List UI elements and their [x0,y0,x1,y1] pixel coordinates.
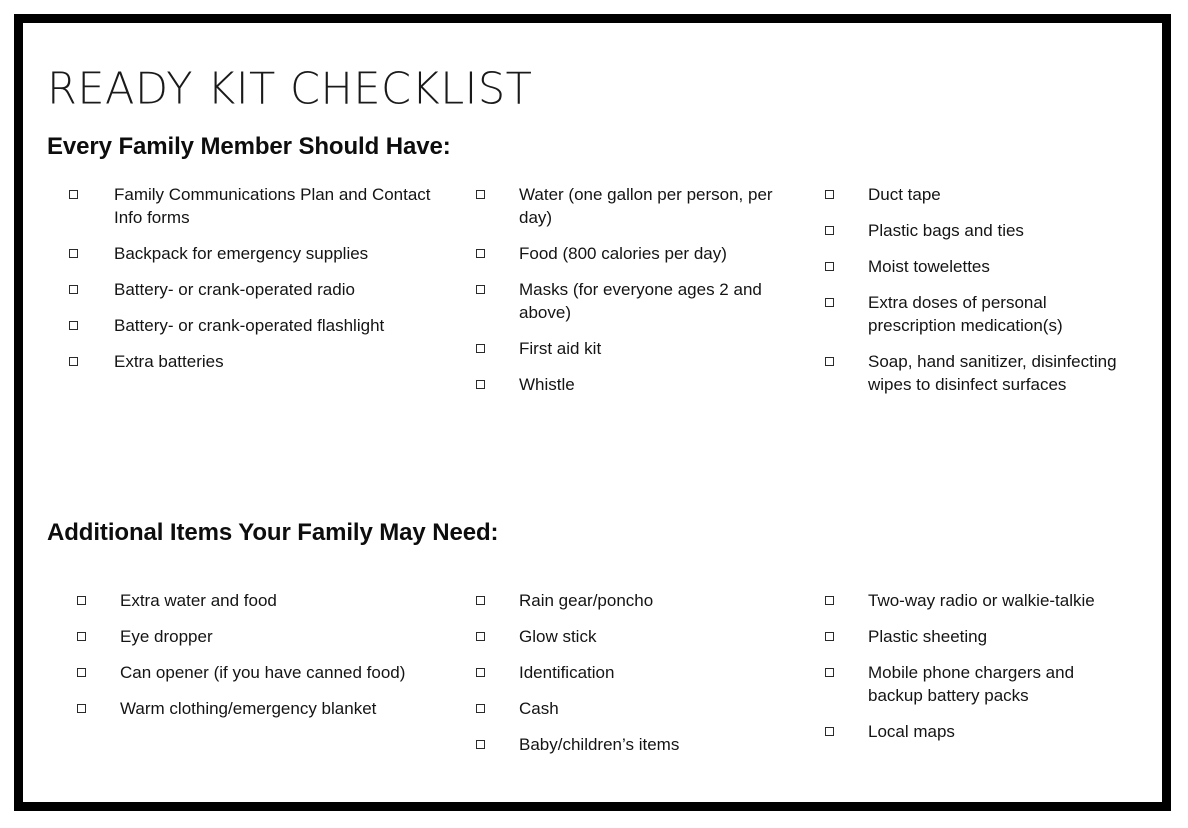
checklist-item[interactable] [69,314,439,337]
checklist-item[interactable] [476,625,776,648]
checklist-item-label: Masks (for everyone ages 2 and above) [519,280,762,322]
checkbox-empty-square-icon[interactable] [69,321,78,330]
checklist-item-label: Family Communications Plan and Contact Info forms [114,185,431,227]
checklist-item-label: Extra doses of personal prescription medication(s) [868,293,1063,335]
checkbox-empty-square-icon[interactable] [476,249,485,258]
checkbox-empty-square-icon[interactable] [77,668,86,677]
checklist-column-2-section-1 [476,183,776,409]
checklist-item-label: Baby/children’s items [519,735,680,754]
checklist-item[interactable] [825,625,1125,648]
checkbox-empty-square-icon[interactable] [825,298,834,307]
checklist-item[interactable] [69,183,439,229]
checklist-item[interactable] [476,697,776,720]
checkbox-empty-square-icon[interactable] [825,668,834,677]
checklist-column-1-section-2 [77,589,457,733]
checkbox-empty-square-icon[interactable] [825,727,834,736]
checklist-item-label: Battery- or crank-operated flashlight [114,316,385,335]
checklist-item-label: Extra water and food [120,591,277,610]
checklist-item[interactable] [476,242,776,265]
checklist-item-label: Soap, hand sanitizer, disinfecting wipes to disinfect surfaces [868,352,1117,394]
checklist-item[interactable] [825,183,1125,206]
checklist-column-1-section-1 [69,183,439,386]
checklist-column-3-section-2 [825,589,1125,756]
checklist-item[interactable] [476,373,776,396]
checkbox-empty-square-icon[interactable] [825,632,834,641]
checklist-item-label: Whistle [519,375,575,394]
checklist-item-label: Plastic sheeting [868,627,988,646]
checkbox-empty-square-icon[interactable] [476,704,485,713]
checkbox-empty-square-icon[interactable] [825,226,834,235]
checklist-item-label: Can opener (if you have canned food) [120,663,406,682]
checklist-item-label: First aid kit [519,339,602,358]
checklist-item-label: Battery- or crank-operated radio [114,280,355,299]
checkbox-empty-square-icon[interactable] [476,285,485,294]
checkbox-empty-square-icon[interactable] [476,596,485,605]
checklist-item-label: Two-way radio or walkie-talkie [868,591,1095,610]
checklist-item-label: Moist towelettes [868,257,990,276]
checklist-item[interactable] [77,697,457,720]
checklist-item[interactable] [825,350,1125,396]
checkbox-empty-square-icon[interactable] [476,632,485,641]
checkbox-empty-square-icon[interactable] [77,704,86,713]
page-border-frame [14,14,1171,811]
checklist-item[interactable] [825,720,1125,743]
page-title: READY KIT CHECKLIST [47,63,533,115]
checklist-column-3-section-1 [825,183,1125,409]
checkbox-empty-square-icon[interactable] [825,262,834,271]
checklist-item[interactable] [77,625,457,648]
checklist-item-label: Warm clothing/emergency blanket [120,699,377,718]
section-heading-every-family-member: Every Family Member Should Have: [47,133,451,160]
checklist-item-label: Mobile phone chargers and backup battery packs [868,663,1075,705]
checklist-item[interactable] [476,278,776,324]
checklist-item-label: Plastic bags and ties [868,221,1024,240]
checklist-item[interactable] [825,219,1125,242]
checklist-item-label: Eye dropper [120,627,213,646]
checklist-item[interactable] [825,589,1125,612]
checkbox-empty-square-icon[interactable] [476,190,485,199]
checklist-item[interactable] [476,733,776,756]
checkbox-empty-square-icon[interactable] [69,249,78,258]
checkbox-empty-square-icon[interactable] [825,357,834,366]
checkbox-empty-square-icon[interactable] [476,344,485,353]
checklist-item[interactable] [77,589,457,612]
checklist-item-label: Backpack for emergency supplies [114,244,369,263]
checklist-item[interactable] [476,661,776,684]
checklist-item-label: Duct tape [868,185,941,204]
checkbox-empty-square-icon[interactable] [69,357,78,366]
checklist-item-label: Food (800 calories per day) [519,244,727,263]
checklist-item[interactable] [69,242,439,265]
checklist-item-label: Cash [519,699,559,718]
checkbox-empty-square-icon[interactable] [69,190,78,199]
checkbox-empty-square-icon[interactable] [77,632,86,641]
checkbox-empty-square-icon[interactable] [77,596,86,605]
checkbox-empty-square-icon[interactable] [825,596,834,605]
checklist-sheet [23,23,1162,802]
checklist-item[interactable] [476,589,776,612]
checklist-item-label: Local maps [868,722,955,741]
checkbox-empty-square-icon[interactable] [825,190,834,199]
checklist-item[interactable] [77,661,457,684]
checkbox-empty-square-icon[interactable] [476,668,485,677]
checkbox-empty-square-icon[interactable] [69,285,78,294]
checklist-item[interactable] [825,661,1125,707]
checklist-item[interactable] [825,291,1125,337]
checklist-item-label: Glow stick [519,627,597,646]
checkbox-empty-square-icon[interactable] [476,380,485,389]
checklist-item-label: Identification [519,663,615,682]
checklist-item[interactable] [69,278,439,301]
checklist-item[interactable] [476,337,776,360]
checklist-item[interactable] [476,183,776,229]
checklist-column-2-section-2 [476,589,776,769]
checklist-item-label: Water (one gallon per person, per day) [519,185,773,227]
checklist-item[interactable] [69,350,439,373]
section-heading-additional-items: Additional Items Your Family May Need: [47,519,499,546]
checklist-item[interactable] [825,255,1125,278]
checkbox-empty-square-icon[interactable] [476,740,485,749]
checklist-item-label: Extra batteries [114,352,224,371]
checklist-item-label: Rain gear/poncho [519,591,654,610]
